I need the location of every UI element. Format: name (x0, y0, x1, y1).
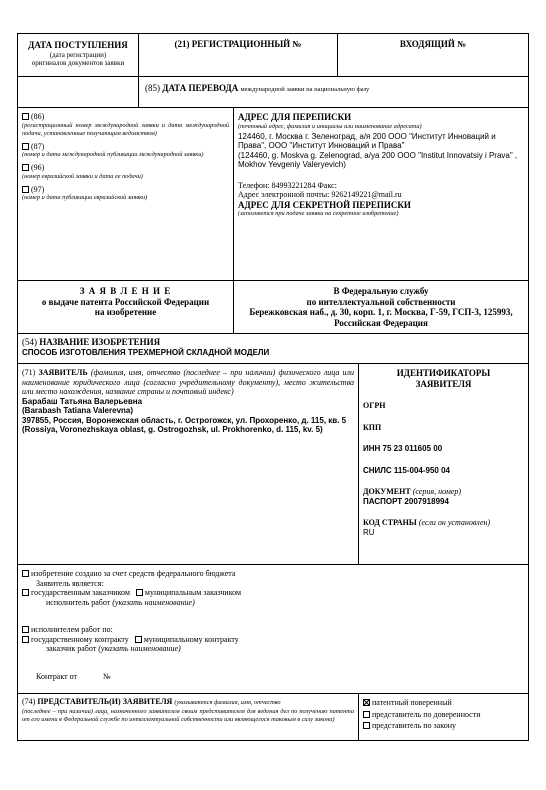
invention-name: СПОСОБ ИЗГОТОВЛЕНИЯ ТРЕХМЕРНОЙ СКЛАДНОЙ МОДЕЛИ (22, 347, 270, 357)
country-code-label: КОД СТРАНЫ (363, 518, 417, 527)
addressee-cell (233, 280, 529, 334)
transfer-prefix: (85) (145, 83, 160, 93)
statement-title: З А Я В Л Е Н И Е (79, 286, 172, 296)
date-received-sub2: оригиналов документов заявки (31, 58, 125, 67)
correspondence-address-ru: 124460, г. Москва г. Зеленоград, а/я 200 ООО "Институт Инноваций и Права", ООО "Институт Инноваций и Права" (238, 131, 496, 150)
correspondence-note: (почтовый адрес, фамилия и инициалы или наименование адресата) (238, 122, 422, 130)
checkbox-municipal-customer[interactable] (136, 589, 143, 596)
field-97-note: (номер и дата публикации евразийской заявки) (22, 194, 148, 201)
statement-cell (17, 280, 234, 334)
applicant-address-en: (Rossiya, Voronezhskaya oblast, g. Ostrogozhsk, ul. Prokhorenko, d. 115, kv. 5) (22, 425, 323, 434)
document-label: ДОКУМЕНТ (363, 487, 411, 496)
addressee-line2: по интеллектуальной собственности (306, 296, 456, 307)
applicant-note: (фамилия, имя, отчество (последнее – при наличии) физического лица или наименование юридического лица (согласно учредительному документу), место жительства или место нахождения, название страны и почтовый индекс) (22, 368, 355, 396)
proxy-label: представитель по доверенности (372, 709, 481, 719)
contract-number-label: № (103, 671, 111, 681)
executor-label: исполнителем работ по: (31, 625, 113, 634)
secret-address-note: (заполняется при подаче заявки на секретное изобретение) (238, 210, 399, 217)
law-representative-label: представитель по закону (372, 721, 456, 730)
document-value: ПАСПОРТ 2007918994 (363, 496, 449, 506)
checkbox-97[interactable] (22, 186, 29, 193)
country-code-value: RU (363, 527, 375, 537)
applicant-cell (17, 363, 359, 565)
registration-number-label: (21) РЕГИСТРАЦИОННЫЙ № (174, 39, 302, 49)
ogrn-label: ОГРН (363, 401, 386, 410)
applicant-prefix: (71) (22, 368, 36, 377)
applicant-address-ru: 397855, Россия, Воронежская область, г. Острогожск, ул. Прохоренко, д. 115, кв. 5 (22, 415, 347, 425)
field-87-note: (номер и дата международной публикации международной заявки) (22, 151, 204, 158)
contractor-prefix: исполнитель работ (46, 597, 111, 607)
phone-line: Телефон: 84993221284 Факс: (238, 180, 337, 190)
transfer-date-cell (138, 76, 529, 108)
checkbox-state-customer[interactable] (22, 589, 29, 596)
representative-prefix: (74) (22, 697, 36, 706)
date-received-cell (17, 33, 139, 77)
left-blank-cell (17, 76, 139, 108)
field-86-note: (регистрационный номер международной заявки и дата международной подачи, установленные получающим ведомством) (22, 121, 229, 137)
snils-value: СНИЛС 115-004-950 04 (363, 465, 450, 475)
contract-from-label: Контракт от (36, 671, 78, 681)
invention-prefix: (54) (22, 337, 37, 347)
addressee-line1: В Федеральную службу (333, 286, 429, 296)
email-line: Адрес электронной почты: 9262149221@mail.ru (238, 190, 402, 199)
inn-value: ИНН 75 23 011605 00 (363, 444, 443, 453)
applicant-name-ru: Барабаш Татьяна Валерьевна (22, 396, 143, 406)
checkbox-law[interactable] (363, 722, 370, 729)
municipal-customer-label: муниципальным заказчиком (144, 588, 242, 597)
applicant-title: ЗАЯВИТЕЛЬ (38, 368, 88, 377)
state-contract-label: государственному контракту (31, 634, 129, 644)
secret-address-title: АДРЕС ДЛЯ СЕКРЕТНОЙ ПЕРЕПИСКИ (238, 199, 411, 210)
numbers-cell (17, 107, 234, 281)
checkbox-patent-attorney[interactable] (363, 699, 370, 706)
correspondence-title: АДРЕС ДЛЯ ПЕРЕПИСКИ (238, 112, 352, 122)
invention-title-label: НАЗВАНИЕ ИЗОБРЕТЕНИЯ (39, 337, 161, 347)
invention-title-cell (17, 333, 529, 364)
checkbox-federal-budget[interactable] (22, 570, 29, 577)
field-86-label: (86) (31, 112, 45, 121)
statement-line2: на изобретение (94, 307, 157, 317)
applicant-name-en: (Barabash Tatiana Valerevna) (22, 406, 134, 415)
identifiers-cell (358, 363, 529, 565)
checkbox-municipal-contract[interactable] (135, 636, 142, 643)
field-87-label: (87) (31, 141, 45, 151)
customer-prefix: заказчик работ (46, 644, 97, 653)
representative-title: ПРЕДСТАВИТЕЛЬ(И) ЗАЯВИТЕЛЯ (37, 697, 173, 706)
applicant-is-label: Заявитель является: (36, 578, 104, 588)
checkbox-87[interactable] (22, 143, 29, 150)
representative-note2: (последнее – при наличии) лица, назначенного заявителем своим представителем для ведения дел по получению патента от его имени в Федеральной службе по интеллектуальной собственности или являющегося таковым в силу закона) (22, 707, 354, 723)
transfer-note: международной заявки на национальную фазу (240, 86, 370, 93)
date-received-title: ДАТА ПОСТУПЛЕНИЯ (28, 40, 128, 50)
field-96-note: (номер евразийской заявки и дата ее подачи) (22, 172, 143, 180)
addressee-line3: Бережковская наб., д. 30, корп. 1, г. Москва, Г-59, ГСП-3, 125993, (249, 307, 513, 317)
correspondence-address-en: (124460, g. Moskva g. Zelenograd, a/ya 200 OOO "Institut Innovatsiy i Prava" , Mokhov Yevgeniy Valeryevich) (238, 150, 518, 169)
municipal-contract-label: муниципальному контракту (143, 634, 239, 644)
state-customer-label: государственным заказчиком (31, 588, 130, 597)
date-received-sub1: (дата регистрации) (49, 50, 107, 59)
representative-type-cell (358, 693, 529, 741)
document-note: (серия, номер) (412, 487, 462, 496)
field-97-label: (97) (31, 184, 45, 194)
incoming-number-cell (337, 33, 529, 77)
budget-cell (17, 564, 529, 694)
addressee-line4: Российская Федерация (334, 317, 428, 328)
federal-budget-label: изобретение создано за счет средств федерального бюджета (31, 569, 236, 578)
checkbox-86[interactable] (22, 113, 29, 120)
kpp-label: КПП (363, 422, 382, 432)
checkbox-proxy[interactable] (363, 711, 370, 718)
registration-number-cell (138, 33, 338, 77)
representative-note1: (указываются фамилия, имя, отчество (174, 699, 281, 706)
checkbox-96[interactable] (22, 164, 29, 171)
country-code-note: (если он установлен) (418, 518, 491, 527)
checkbox-state-contract[interactable] (22, 636, 29, 643)
identifiers-title1: ИДЕНТИФИКАТОРЫ (396, 368, 491, 378)
incoming-number-label: ВХОДЯЩИЙ № (399, 39, 467, 49)
correspondence-cell (233, 107, 529, 281)
checkbox-executor[interactable] (22, 626, 29, 633)
transfer-title: ДАТА ПЕРЕВОДА (162, 83, 239, 93)
patent-attorney-label: патентный поверенный (372, 698, 452, 707)
representative-cell (17, 693, 359, 741)
identifiers-title2: ЗАЯВИТЕЛЯ (415, 378, 472, 389)
customer-note: (указать наименование) (98, 644, 181, 653)
contractor-note: (указать наименование) (112, 597, 195, 607)
statement-line1: о выдаче патента Российской Федерации (41, 296, 210, 307)
field-96-label: (96) (31, 163, 45, 172)
